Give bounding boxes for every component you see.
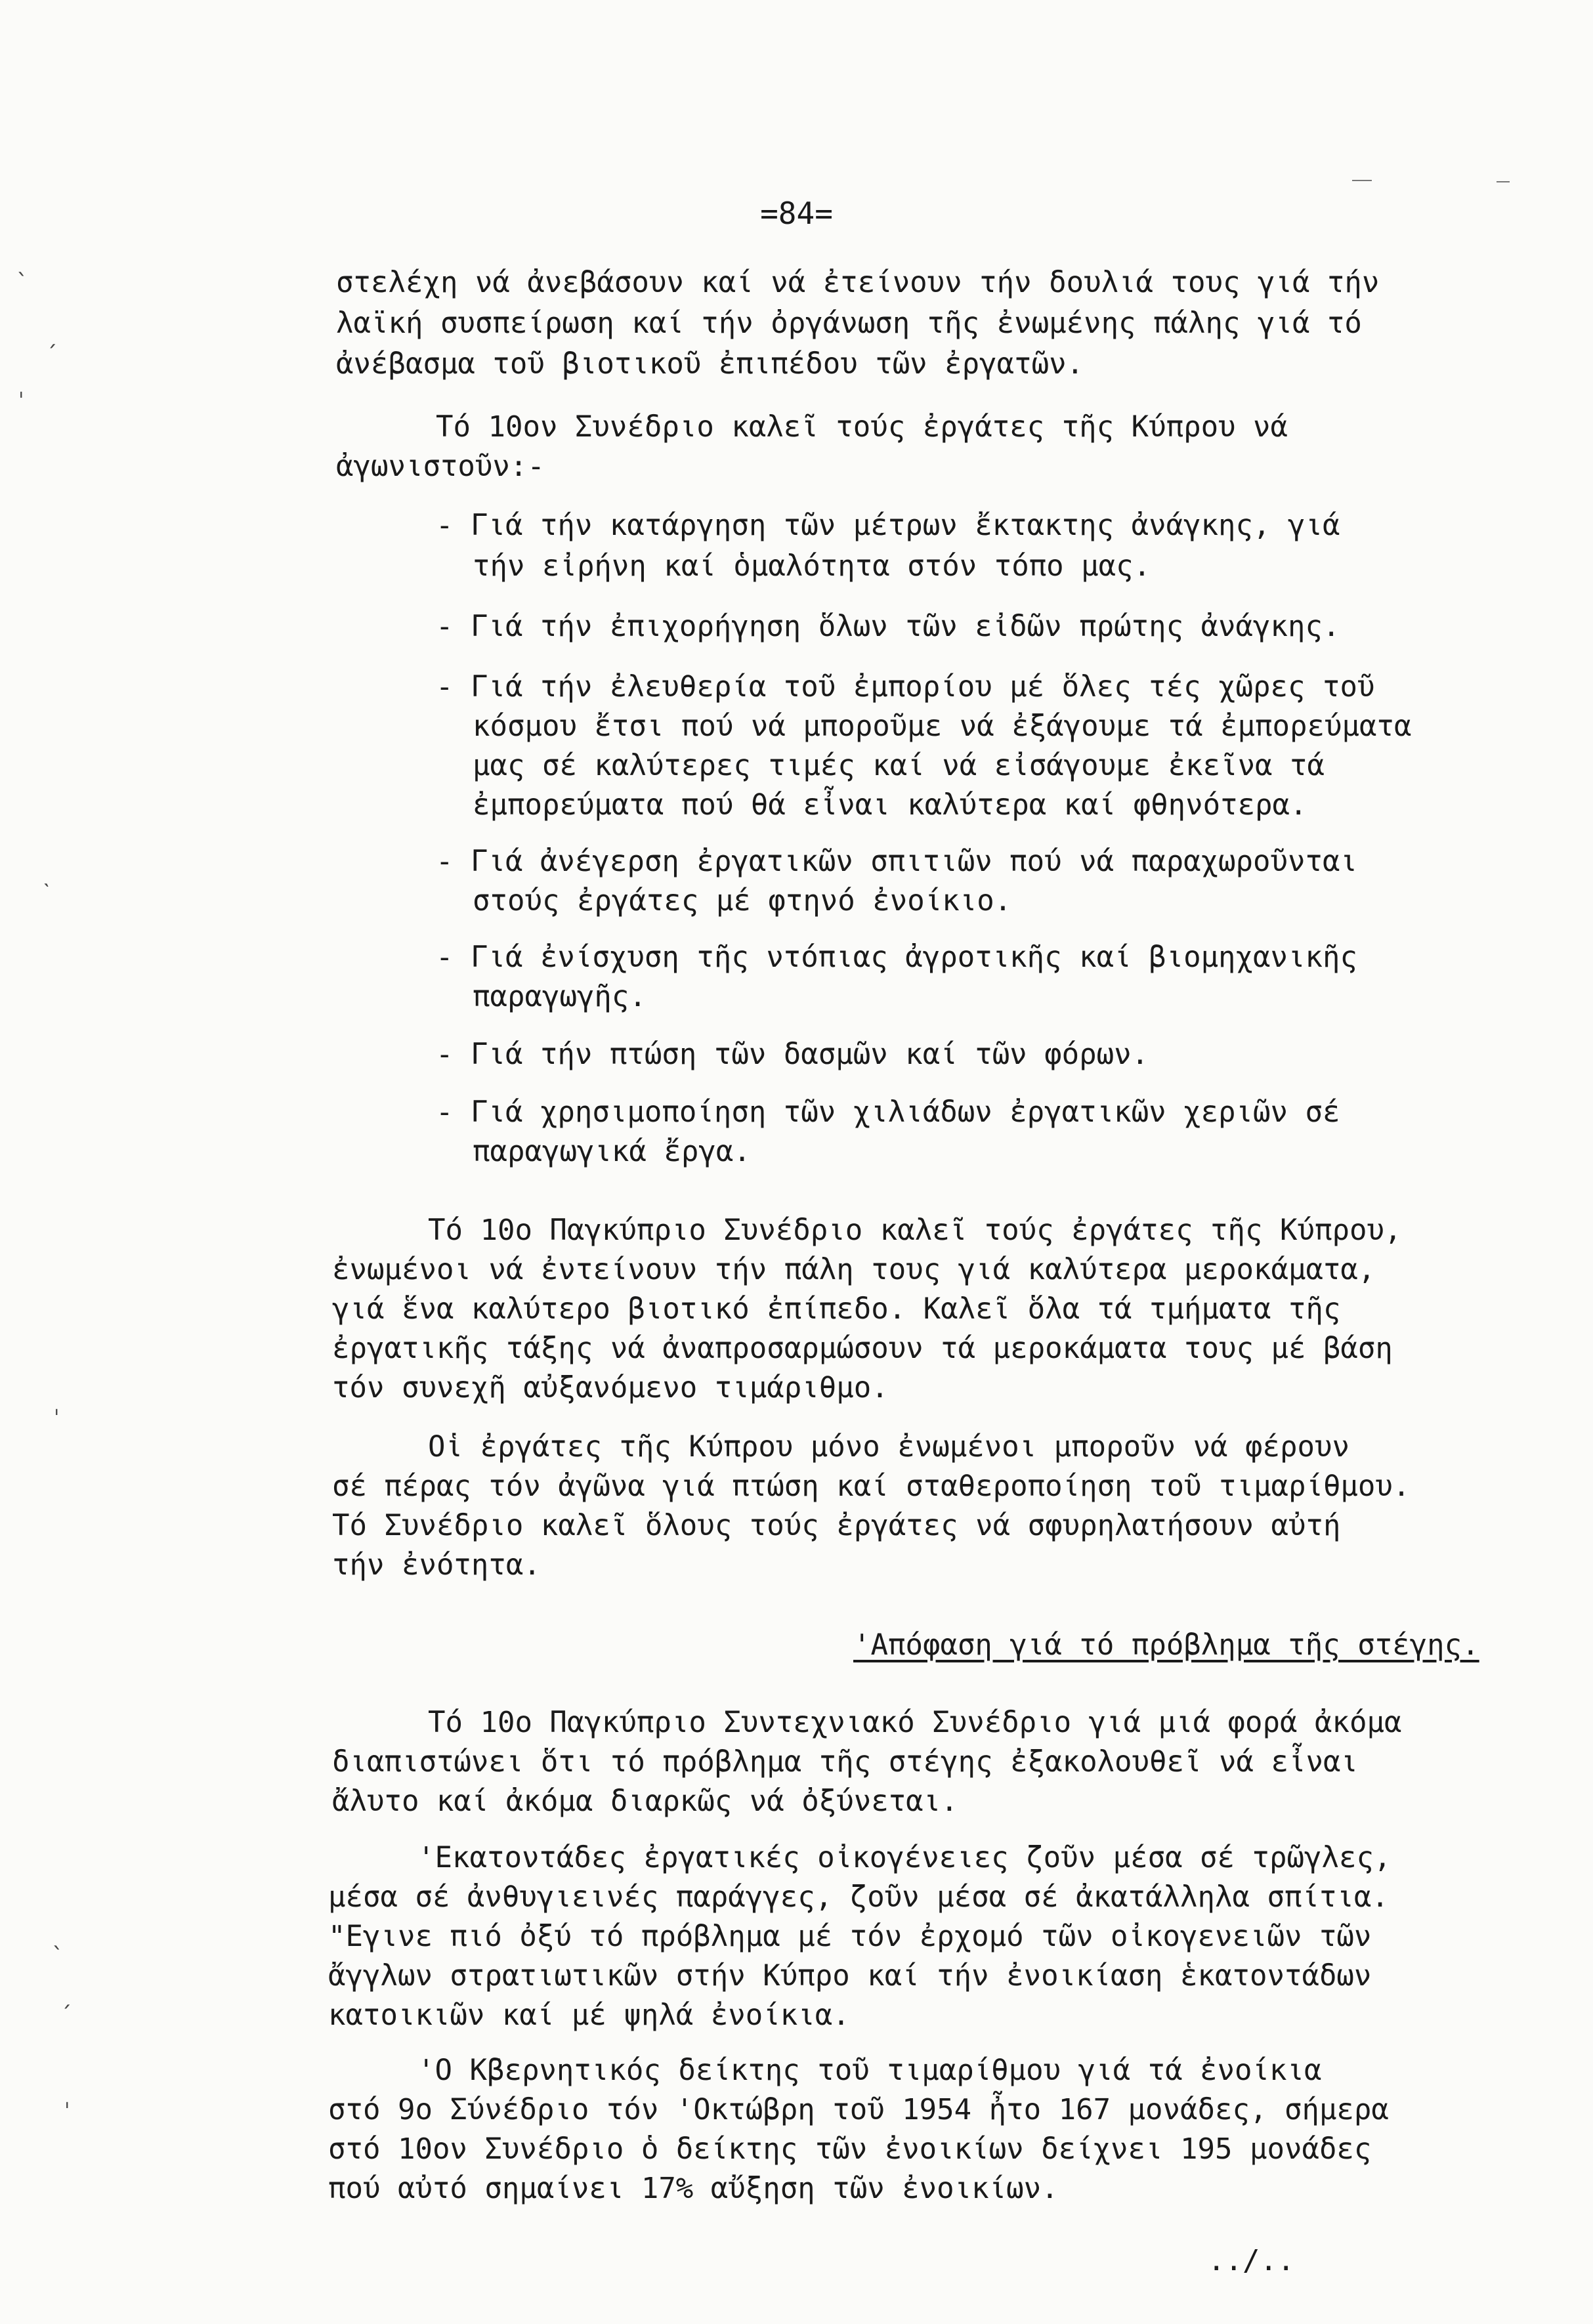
scan-mark: ˌ — [50, 1391, 64, 1418]
list-item: - Γιά τήν ἐλευθερία τοῦ ἐμπορίου μέ ὅλες τές χῶρες τοῦ — [436, 670, 1375, 704]
text-line: Τό 10ο Παγκύπριο Συντεχνιακό Συνέδριο γιά μιά φορά ἀκόμα — [428, 1706, 1402, 1739]
list-item: - Γιά χρησιμοποίηση τῶν χιλιάδων ἐργατικῶν χεριῶν σέ — [436, 1095, 1340, 1129]
text-line: διαπιστώνει ὅτι τό πρόβλημα τῆς στέγης ἐξακολουθεῖ νά εἶναι — [332, 1745, 1358, 1779]
text-line: ἀγωνιστοῦν:- — [336, 450, 545, 483]
list-item: - Γιά τήν πτώση τῶν δασμῶν καί τῶν φόρων. — [436, 1038, 1149, 1071]
list-item-continuation: κόσμου ἔτσι πού νά μποροῦμε νά ἐξάγουμε τά ἐμπορεύματα — [473, 709, 1412, 743]
scan-mark — [1352, 180, 1372, 181]
text-line: τήν ἐνότητα. — [332, 1548, 541, 1582]
scan-mark: ˋ — [41, 879, 54, 906]
text-line: γιά ἕνα καλύτερο βιοτικό ἐπίπεδο. Καλεῖ ὅλα τά τμήματα τῆς — [332, 1292, 1341, 1326]
text-line: ἐνωμένοι νά ἐντείνουν τήν πάλη τους γιά καλύτερα μεροκάματα, — [332, 1253, 1376, 1286]
list-item-continuation: παραγωγικά ἔργα. — [473, 1135, 751, 1168]
continuation-marker: ../.. — [1208, 2244, 1295, 2277]
text-line: μέσα σέ ἀνθυγιεινές παράγγες, ζοῦν μέσα σέ ἀκατάλληλα σπίτια. — [328, 1880, 1389, 1914]
list-item-continuation: ἐμπορεύματα πού θά εἶναι καλύτερα καί φθηνότερα. — [473, 788, 1307, 822]
text-line: Τό Συνέδριο καλεῖ ὅλους τούς ἐργάτες νά σφυρηλατήσουν αὐτή — [332, 1509, 1341, 1542]
scan-mark: ˎ — [50, 1923, 64, 1949]
scan-mark: ˏ — [60, 1982, 74, 2008]
text-line: ἄλυτο καί ἀκόμα διαρκῶς νά ὀξύνεται. — [332, 1785, 958, 1818]
list-item-continuation: παραγωγῆς. — [473, 980, 647, 1013]
text-line: ἐργατικῆς τάξης νά ἀναπροσαρμώσουν τά μεροκάματα τους μέ βάση — [332, 1332, 1393, 1365]
text-line: σέ πέρας τόν ἀγῶνα γιά πτώση καί σταθεροποίηση τοῦ τιμαρίθμου. — [332, 1469, 1411, 1503]
scan-mark: ˌ — [14, 374, 28, 400]
text-line: Τό 10ον Συνέδριο καλεῖ τούς ἐργάτες τῆς Κύπρου νά — [436, 410, 1288, 444]
scan-mark — [1497, 181, 1510, 182]
list-item-continuation: μας σέ καλύτερες τιμές καί νά εἰσάγουμε ἐκεῖνα τά — [473, 749, 1325, 782]
text-line: στελέχη νά ἀνεβάσουν καί νά ἐτείνουν τήν δουλιά τους γιά τήν — [336, 266, 1380, 299]
list-item: - Γιά τήν κατάργηση τῶν μέτρων ἔκτακτης ἀνάγκης, γιά — [436, 509, 1340, 542]
text-line: ἀνέβασμα τοῦ βιοτικοῦ ἐπιπέδου τῶν ἐργατῶν. — [336, 347, 1084, 381]
text-line: τόν συνεχῆ αὐξανόμενο τιμάριθμο. — [332, 1371, 889, 1405]
text-line: 'Εκατοντάδες ἐργατικές οἰκογένειες ζοῦν μέσα σέ τρῶγλες, — [417, 1841, 1391, 1874]
text-line: στό 9ο Σύνέδριο τόν 'Οκτώβρη τοῦ 1954 ἦτο 167 μονάδες, σήμερα — [328, 2093, 1389, 2126]
text-line: Οἱ ἐργάτες τῆς Κύπρου μόνο ἐνωμένοι μποροῦν νά φέρουν — [428, 1430, 1349, 1464]
page-number: =84= — [760, 196, 833, 231]
list-item-continuation: τήν εἰρήνη καί ὁμαλότητα στόν τόπο μας. — [473, 549, 1151, 583]
list-item-continuation: στούς ἐργάτες μέ φτηνό ἐνοίκιο. — [473, 884, 1012, 918]
text-line: Τό 10ο Παγκύπριο Συνέδριο καλεῖ τούς ἐργάτες τῆς Κύπρου, — [428, 1214, 1402, 1247]
list-item: - Γιά ἀνέγερση ἐργατικῶν σπιτιῶν πού νά παραχωροῦνται — [436, 845, 1357, 878]
text-line: ἄγγλων στρατιωτικῶν στήν Κύπρο καί τήν ἐνοικίαση ἑκατοντάδων — [328, 1959, 1372, 1993]
text-line: λαϊκή συσπείρωση καί τήν ὀργάνωση τῆς ἐνωμένης πάλης γιά τό — [336, 306, 1362, 340]
scan-mark: ˏ — [46, 322, 60, 348]
section-heading: 'Απόφαση γιά τό πρόβλημα τῆς στέγης. — [853, 1628, 1479, 1662]
text-line: "Εγινε πιό ὀξύ τό πρόβλημα μέ τόν ἐρχομό τῶν οἰκογενειῶν τῶν — [328, 1920, 1372, 1953]
scan-mark: ˌ — [60, 2084, 74, 2111]
list-item: - Γιά τήν ἐπιχορήγηση ὅλων τῶν εἰδῶν πρώτης ἀνάγκης. — [436, 610, 1340, 643]
text-line: κατοικιῶν καί μέ ψηλά ἐνοίκια. — [328, 1998, 850, 2032]
text-line: πού αὐτό σημαίνει 17% αὔξηση τῶν ἐνοικίων. — [328, 2172, 1059, 2205]
scan-mark: ˎ — [14, 249, 28, 276]
text-line: στό 10ον Συνέδριο ὁ δείκτης τῶν ἐνοικίων δείχνει 195 μονάδες — [328, 2132, 1372, 2166]
list-item: - Γιά ἐνίσχυση τῆς ντόπιας ἀγροτικῆς καί βιομηχανικῆς — [436, 940, 1357, 974]
text-line: 'Ο Κ̄βερνητικός δείκτης τοῦ τιμαρίθμου γιά τά ἐνοίκια — [417, 2054, 1322, 2087]
